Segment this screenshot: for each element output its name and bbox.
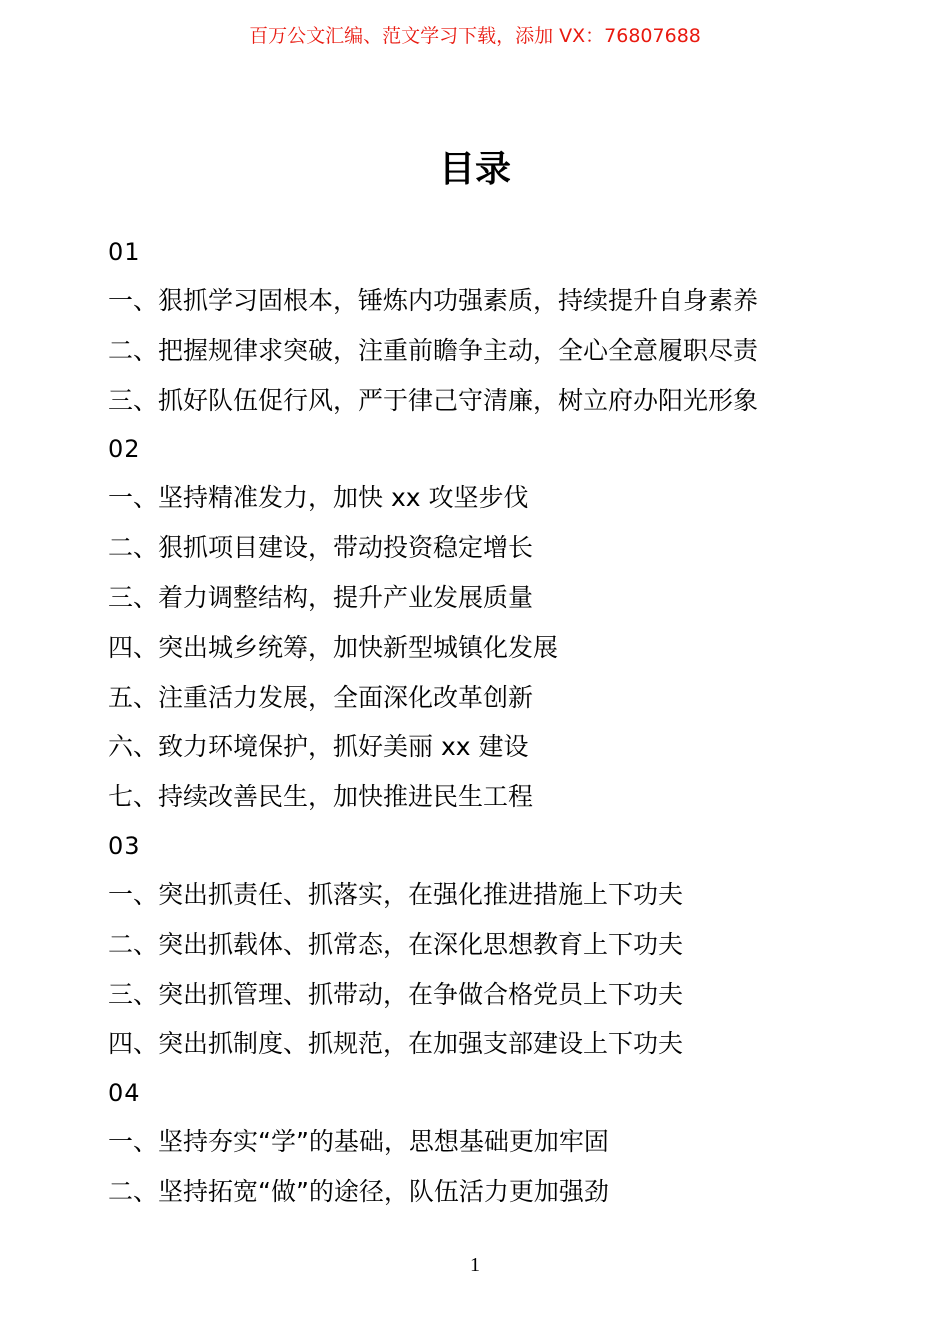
toc-item: 七、持续改善民生，加快推进民生工程 — [108, 782, 534, 812]
toc-item: 一、突出抓责任、抓落实，在强化推进措施上下功夫 — [108, 879, 684, 909]
toc-item: 二、把握规律求突破，注重前瞻争主动，全心全意履职尽责 — [108, 335, 759, 365]
section-number-03: 03 — [108, 831, 141, 860]
section-number-04: 04 — [108, 1079, 141, 1108]
toc-item: 六、致力环境保护，抓好美丽 xx 建设 — [108, 732, 529, 762]
page-number: 1 — [470, 1254, 480, 1276]
toc-item: 四、突出抓制度、抓规范，在加强支部建设上下功夫 — [108, 1029, 684, 1059]
page-title: 目录 — [438, 149, 511, 190]
toc-item: 二、坚持拓宽“做”的途径，队伍活力更加强劲 — [108, 1176, 609, 1206]
toc-item: 五、注重活力发展，全面深化改革创新 — [108, 682, 534, 712]
toc-item: 二、突出抓载体、抓常态，在深化思想教育上下功夫 — [108, 929, 684, 959]
toc-item: 一、狠抓学习固根本，锤炼内功强素质，持续提升自身素养 — [108, 286, 759, 315]
toc-item: 二、狠抓项目建设，带动投资稳定增长 — [108, 533, 534, 563]
watermark-header: 百万公文汇编、范文学习下载，添加 VX：76807688 — [249, 25, 701, 47]
table-of-contents — [108, 228, 888, 1217]
toc-item: 三、突出抓管理、抓带动，在争做合格党员上下功夫 — [108, 979, 684, 1009]
toc-item: 三、抓好队伍促行风，严于律己守清廉，树立府办阳光形象 — [108, 385, 759, 415]
toc-item: 一、坚持夯实“学”的基础，思想基础更加牢固 — [108, 1127, 609, 1157]
section-number-01: 01 — [108, 238, 141, 266]
section-number-02: 02 — [108, 435, 141, 464]
toc-item: 四、突出城乡统筹，加快新型城镇化发展 — [108, 632, 559, 662]
toc-item: 三、着力调整结构，提升产业发展质量 — [108, 582, 534, 612]
toc-item: 一、坚持精准发力，加快 xx 攻坚步伐 — [108, 483, 529, 513]
